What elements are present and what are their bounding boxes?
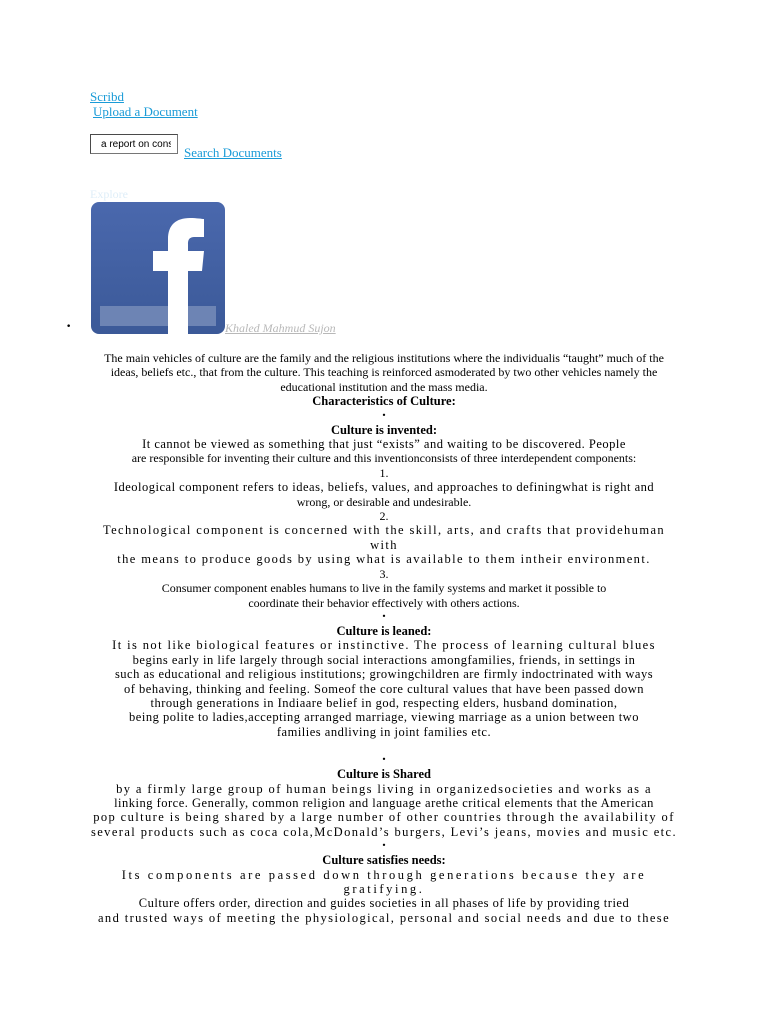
document-body	[88, 351, 680, 925]
paragraph-line: wrong, or desirable and undesirable.	[296, 494, 472, 509]
paragraph-line: being polite to ladies,accepting arranged marriage, viewing marriage as a union between two	[129, 710, 639, 725]
scribd-home-link[interactable]: Scribd	[90, 89, 124, 104]
section-bullet: •	[381, 611, 387, 621]
author-name-link[interactable]: Khaled Mahmud Sujon	[225, 321, 336, 335]
section-heading: Culture is invented:	[330, 422, 438, 437]
section-bullet: •	[381, 410, 387, 420]
paragraph-line: by a firmly large group of human beings living in organizedsocieties and works as a	[116, 781, 652, 796]
paragraph-line: pop culture is being shared by a large number of other countries through the availability of	[93, 810, 675, 825]
paragraph-line: Culture offers order, direction and guides societies in all phases of life by providing tried	[138, 896, 630, 911]
intro-line: The main vehicles of culture are the family and the religious institutions where the individualis “taught” much of the	[104, 351, 664, 365]
paragraph-line: coordinate their behavior effectively with others actions.	[248, 595, 520, 610]
upload-document-link[interactable]: Upload a Document	[93, 104, 198, 119]
paragraph-line: are responsible for inventing their culture and this inventionconsists of three interdependent components:	[131, 451, 637, 466]
paragraph-line: Ideological component refers to ideas, beliefs, values, and approaches to definingwhat is right and	[113, 480, 655, 495]
component-number: 1.	[379, 465, 389, 480]
paragraph-line: and trusted ways of meeting the physiological, personal and social needs and due to these	[97, 910, 671, 925]
paragraph-line: through generations in Indiaare belief in god, respecting elders, husband domination,	[150, 695, 618, 710]
paragraph-line: the means to produce goods by using what is available to them intheir environment.	[117, 552, 651, 567]
paragraph-line: linking force. Generally, common religion and language arethe critical elements that the American	[114, 795, 654, 810]
paragraph-line: several products such as coca cola,McDonald’s burgers, Levi’s jeans, movies and music etc.	[90, 824, 678, 839]
section-heading: Culture is Shared	[336, 767, 431, 782]
paragraph-line: Technological component is concerned with the skill, arts, and crafts that providehuman with	[102, 523, 666, 552]
paragraph-line: Consumer component enables humans to live in the family systems and market it possible to	[161, 581, 607, 596]
paragraph-line: begins early in life largely through social interactions amongfamilies, friends, in settings in	[132, 652, 636, 667]
section-bullet: •	[381, 755, 387, 765]
paragraph-line: of behaving, thinking and feeling. Someof the core cultural values that have been passed down	[124, 681, 644, 696]
intro-line: educational institution and the mass media.	[280, 379, 488, 394]
component-number: 2.	[379, 509, 389, 524]
explore-link[interactable]: Explore	[90, 187, 128, 201]
paragraph-line: Its components are passed down through generations because they are gratifying.	[121, 867, 647, 896]
component-number: 3.	[379, 566, 389, 581]
section-heading: Culture is leaned:	[336, 623, 432, 638]
paragraph-line: such as educational and religious institutions; growingchildren are firmly indoctrinated with ways	[114, 667, 654, 682]
paragraph-line: It cannot be viewed as something that just “exists” and waiting to be discovered. People	[142, 437, 626, 452]
facebook-logo-icon[interactable]	[91, 202, 225, 334]
search-documents-link[interactable]: Search Documents	[184, 145, 282, 160]
profile-list-item	[0, 200, 768, 340]
paragraph-line: families andliving in joint families etc.	[276, 724, 492, 739]
list-bullet: •	[66, 322, 72, 332]
section-heading: Culture satisfies needs:	[322, 853, 446, 868]
search-input[interactable]	[90, 134, 178, 154]
section-bullet: •	[381, 841, 387, 851]
characteristics-heading: Characteristics of Culture:	[312, 394, 456, 409]
paragraph-line: It is not like biological features or instinctive. The process of learning cultural blues	[112, 638, 656, 653]
intro-line: ideas, beliefs etc., that from the culture. This teaching is reinforced asmoderated by two other vehicles namely the	[110, 365, 658, 380]
